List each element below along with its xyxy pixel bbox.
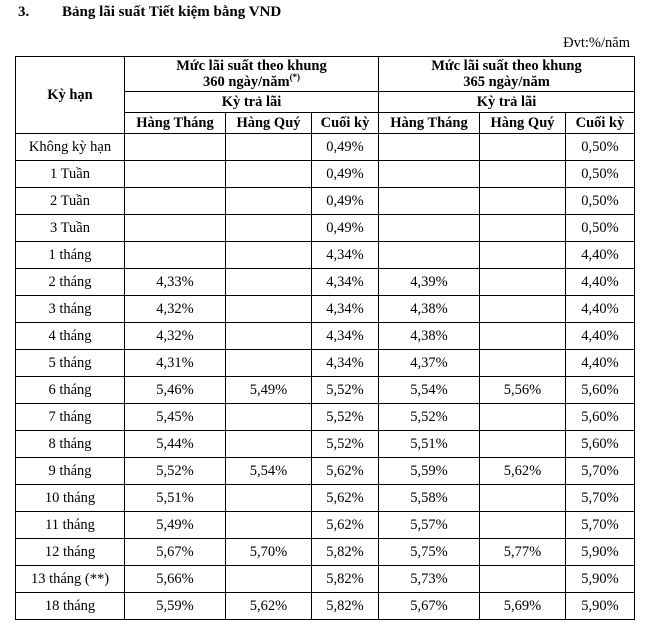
term-cell: 13 tháng (**) [16, 566, 125, 593]
end-365-cell: 4,40% [566, 269, 635, 296]
quarterly-365-cell: 5,77% [480, 539, 566, 566]
monthly-360-cell: 5,51% [125, 485, 226, 512]
end-360-cell: 5,52% [312, 431, 379, 458]
quarterly-365-cell [480, 350, 566, 377]
monthly-365-cell [379, 161, 480, 188]
table-row [16, 323, 635, 350]
section-title-text: Bảng lãi suất Tiết kiệm bằng VND [62, 4, 282, 20]
group-360-line2: 360 ngày/năm [202, 74, 290, 90]
end-360-cell: 0,49% [312, 215, 379, 242]
quarterly-360-cell [226, 350, 312, 377]
end-365-cell: 0,50% [566, 161, 635, 188]
monthly-360-cell: 4,31% [125, 350, 226, 377]
quarterly-360-cell [226, 512, 312, 539]
end-365-cell: 0,50% [566, 188, 635, 215]
table-row [16, 566, 635, 593]
end-360-cell: 5,82% [312, 566, 379, 593]
payment-header-360: Kỳ trả lãi [125, 92, 379, 113]
monthly-360-cell [125, 161, 226, 188]
quarterly-360-cell: 5,62% [226, 593, 312, 620]
monthly-360-cell: 5,59% [125, 593, 226, 620]
monthly-365-cell: 5,54% [379, 377, 480, 404]
end-360-cell: 4,34% [312, 350, 379, 377]
group-360-footnote-mark: (*) [289, 72, 301, 83]
monthly-360-cell [125, 215, 226, 242]
rate-table-body [16, 134, 635, 620]
term-header: Kỳ hạn [16, 57, 125, 134]
table-row [16, 404, 635, 431]
term-cell: 10 tháng [16, 485, 125, 512]
term-cell: 7 tháng [16, 404, 125, 431]
monthly-360-cell: 5,44% [125, 431, 226, 458]
term-cell: 4 tháng [16, 323, 125, 350]
monthly-365-cell: 4,38% [379, 296, 480, 323]
term-cell: Không kỳ hạn [16, 134, 125, 161]
end-365-cell: 5,70% [566, 485, 635, 512]
end-360-cell: 4,34% [312, 296, 379, 323]
group-365-line1: Mức lãi suất theo khung [431, 58, 582, 74]
quarterly-365-cell [480, 161, 566, 188]
monthly-360-cell: 4,33% [125, 269, 226, 296]
monthly-365-cell: 5,58% [379, 485, 480, 512]
table-row [16, 431, 635, 458]
quarterly-360-cell [226, 296, 312, 323]
monthly-365-cell: 4,37% [379, 350, 480, 377]
table-row [16, 161, 635, 188]
term-cell: 18 tháng [16, 593, 125, 620]
quarterly-365-cell [480, 134, 566, 161]
quarterly-365-cell: 5,69% [480, 593, 566, 620]
end-365-cell: 4,40% [566, 350, 635, 377]
unit-note: Đvt:%/năm [563, 35, 630, 51]
monthly-360-cell: 5,49% [125, 512, 226, 539]
table-row [16, 485, 635, 512]
end-365-cell: 4,40% [566, 242, 635, 269]
quarterly-360-cell [226, 242, 312, 269]
group-360-line1: Mức lãi suất theo khung [176, 58, 327, 74]
term-cell: 3 Tuần [16, 215, 125, 242]
end-365-cell: 5,90% [566, 539, 635, 566]
quarterly-365-cell: 5,62% [480, 458, 566, 485]
end-365-cell: 0,50% [566, 215, 635, 242]
term-cell: 1 Tuần [16, 161, 125, 188]
quarterly-360-cell [226, 215, 312, 242]
monthly-365-cell: 5,73% [379, 566, 480, 593]
end-365-cell: 4,40% [566, 323, 635, 350]
monthly-360-cell [125, 134, 226, 161]
term-cell: 1 tháng [16, 242, 125, 269]
quarterly-365-cell [480, 404, 566, 431]
end-360-cell: 5,82% [312, 539, 379, 566]
term-cell: 2 tháng [16, 269, 125, 296]
table-row [16, 593, 635, 620]
monthly-365-cell: 4,39% [379, 269, 480, 296]
col-quarterly-365: Hàng Quý [480, 113, 566, 134]
table-row [16, 296, 635, 323]
end-360-cell: 0,49% [312, 161, 379, 188]
end-365-cell: 5,70% [566, 458, 635, 485]
group-365-line2: 365 ngày/năm [463, 74, 550, 90]
term-cell: 2 Tuần [16, 188, 125, 215]
end-360-cell: 4,34% [312, 269, 379, 296]
end-365-cell: 5,60% [566, 431, 635, 458]
monthly-360-cell: 5,66% [125, 566, 226, 593]
monthly-360-cell [125, 242, 226, 269]
table-row [16, 539, 635, 566]
monthly-360-cell: 4,32% [125, 296, 226, 323]
table-row [16, 215, 635, 242]
end-365-cell: 5,90% [566, 566, 635, 593]
quarterly-360-cell [226, 134, 312, 161]
quarterly-360-cell: 5,49% [226, 377, 312, 404]
term-cell: 5 tháng [16, 350, 125, 377]
section-title [18, 4, 281, 21]
quarterly-365-cell [480, 188, 566, 215]
term-cell: 6 tháng [16, 377, 125, 404]
end-360-cell: 5,52% [312, 377, 379, 404]
quarterly-360-cell [226, 269, 312, 296]
payment-header-365: Kỳ trả lãi [379, 92, 635, 113]
end-360-cell: 4,34% [312, 323, 379, 350]
end-365-cell: 0,50% [566, 134, 635, 161]
monthly-365-cell [379, 242, 480, 269]
table-row [16, 134, 635, 161]
quarterly-360-cell [226, 161, 312, 188]
quarterly-365-cell: 5,56% [480, 377, 566, 404]
table-row [16, 350, 635, 377]
group-360-header [125, 57, 379, 92]
monthly-365-cell: 5,57% [379, 512, 480, 539]
term-cell: 3 tháng [16, 296, 125, 323]
quarterly-365-cell [480, 269, 566, 296]
end-365-cell: 5,90% [566, 593, 635, 620]
quarterly-360-cell [226, 323, 312, 350]
table-row [16, 458, 635, 485]
monthly-365-cell [379, 134, 480, 161]
end-360-cell: 5,82% [312, 593, 379, 620]
monthly-365-cell: 5,67% [379, 593, 480, 620]
monthly-360-cell: 5,46% [125, 377, 226, 404]
quarterly-360-cell [226, 188, 312, 215]
monthly-365-cell: 5,59% [379, 458, 480, 485]
term-cell: 9 tháng [16, 458, 125, 485]
monthly-360-cell: 4,32% [125, 323, 226, 350]
quarterly-360-cell: 5,70% [226, 539, 312, 566]
table-row [16, 269, 635, 296]
interest-rate-table [15, 56, 635, 620]
section-number: 3. [18, 4, 30, 20]
end-360-cell: 0,49% [312, 134, 379, 161]
quarterly-365-cell [480, 323, 566, 350]
table-row [16, 512, 635, 539]
end-360-cell: 5,62% [312, 512, 379, 539]
term-cell: 8 tháng [16, 431, 125, 458]
end-360-cell: 5,52% [312, 404, 379, 431]
quarterly-360-cell [226, 404, 312, 431]
monthly-360-cell: 5,45% [125, 404, 226, 431]
end-360-cell: 0,49% [312, 188, 379, 215]
col-end-365: Cuối kỳ [566, 113, 635, 134]
end-365-cell: 4,40% [566, 296, 635, 323]
end-365-cell: 5,60% [566, 377, 635, 404]
table-row [16, 377, 635, 404]
table-row [16, 242, 635, 269]
monthly-360-cell [125, 188, 226, 215]
monthly-365-cell: 5,75% [379, 539, 480, 566]
term-cell: 11 tháng [16, 512, 125, 539]
monthly-365-cell: 4,38% [379, 323, 480, 350]
group-365-header [379, 57, 635, 92]
col-quarterly-360: Hàng Quý [226, 113, 312, 134]
table-row [16, 188, 635, 215]
quarterly-365-cell [480, 215, 566, 242]
monthly-365-cell [379, 188, 480, 215]
quarterly-365-cell [480, 485, 566, 512]
quarterly-360-cell [226, 566, 312, 593]
end-360-cell: 5,62% [312, 485, 379, 512]
monthly-360-cell: 5,67% [125, 539, 226, 566]
term-cell: 12 tháng [16, 539, 125, 566]
monthly-360-cell: 5,52% [125, 458, 226, 485]
quarterly-365-cell [480, 512, 566, 539]
quarterly-365-cell [480, 566, 566, 593]
end-365-cell: 5,60% [566, 404, 635, 431]
quarterly-360-cell: 5,54% [226, 458, 312, 485]
quarterly-360-cell [226, 431, 312, 458]
monthly-365-cell [379, 215, 480, 242]
end-360-cell: 5,62% [312, 458, 379, 485]
end-360-cell: 4,34% [312, 242, 379, 269]
end-365-cell: 5,70% [566, 512, 635, 539]
quarterly-365-cell [480, 431, 566, 458]
col-monthly-360: Hàng Tháng [125, 113, 226, 134]
monthly-365-cell: 5,51% [379, 431, 480, 458]
col-end-360: Cuối kỳ [312, 113, 379, 134]
col-monthly-365: Hàng Tháng [379, 113, 480, 134]
quarterly-360-cell [226, 485, 312, 512]
quarterly-365-cell [480, 242, 566, 269]
monthly-365-cell: 5,52% [379, 404, 480, 431]
quarterly-365-cell [480, 296, 566, 323]
